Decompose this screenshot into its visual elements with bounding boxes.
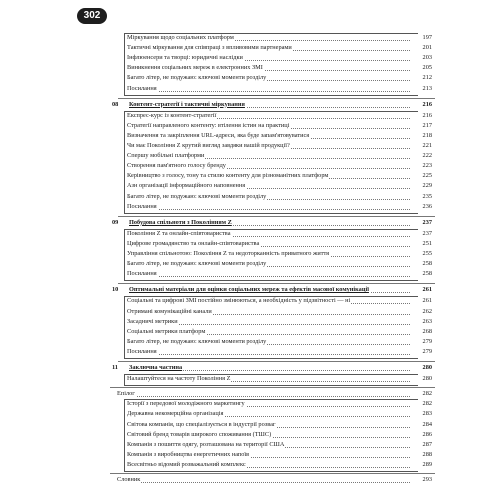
toc-entry-title: Інфлюенсери та творці: юридичні наслідки [127, 54, 243, 62]
toc-chapter-row [0, 101, 500, 109]
toc-entry-title: Спершу мобільні платформи [127, 152, 205, 160]
toc-entry-row [0, 122, 500, 130]
toc-page-number: 280 [422, 364, 432, 371]
toc-page-number: 268 [422, 327, 432, 335]
toc-page-number: 212 [422, 74, 432, 82]
toc-entry-row [0, 375, 500, 383]
toc-page-number: 251 [422, 239, 432, 247]
toc-entry-row [0, 44, 500, 52]
toc-entry-title: Посилання [127, 84, 157, 92]
leader-dots [127, 349, 410, 355]
toc-page-number: 262 [422, 307, 432, 315]
toc-entry-title: Соціальні метрики платформ [127, 327, 206, 335]
toc-entry-title: Управління спільнотою: Покоління Z та недоторканність приватного життя [127, 250, 330, 257]
toc-entry-row [0, 297, 500, 305]
toc-entry-title: Багато літер, не подужаю: ключові моменти розділу [127, 337, 267, 345]
toc-entry-row [0, 461, 500, 469]
toc-entry-row [0, 172, 500, 180]
toc-entry-title: Багато літер, не подужаю: ключові моменти розділу [127, 74, 267, 82]
toc-entry-row [0, 328, 500, 336]
toc-page-number: 289 [422, 460, 432, 468]
toc-page-number: 205 [422, 64, 432, 72]
toc-entry-row [0, 74, 500, 82]
toc-entry-row [0, 193, 500, 201]
toc-entry-row [0, 318, 500, 326]
toc-entry-row [0, 250, 500, 258]
toc-entry-title: Оптимальні матеріали для оцінки соціальних мереж та ефектів масової комунікації [129, 286, 369, 294]
toc-entry-title: Створення пам'ятного голосу бренду [127, 162, 226, 170]
toc-entry-row [0, 142, 500, 150]
leader-dots [127, 204, 410, 210]
page-number-badge: 302 [77, 8, 107, 24]
section-divider [110, 473, 435, 474]
toc-entry-title: Налаштуйтеся на частоту Покоління Z [127, 375, 231, 383]
toc-entry-title: Керівництво з голосу, тону та стилю контенту для різноманітних платформ [127, 172, 329, 180]
toc-entry-title: Експрес-курс із контент-стратегії [127, 111, 217, 119]
toc-page-number: 197 [422, 34, 432, 41]
toc-page-number: 280 [422, 375, 432, 383]
toc-entry-title: Багато літер, не подужаю: ключові моменти розділу [127, 192, 267, 200]
chapter-divider [118, 98, 435, 99]
toc-page-number: 237 [422, 229, 432, 237]
chapter-number: 11 [112, 364, 118, 371]
toc-entry-title: Компанія з пошиття одягу, розташована на території США [127, 440, 285, 448]
toc-page-number: 293 [422, 476, 432, 483]
toc-entry-title: Отримані комунікаційні канали [127, 307, 212, 315]
toc-page-number: 213 [422, 84, 432, 92]
toc-page-number: 279 [422, 337, 432, 345]
chapter-number: 09 [112, 218, 119, 226]
toc-page-number: 216 [422, 111, 432, 119]
toc-page-number: 229 [422, 182, 432, 190]
toc-entry-title: Словник [117, 476, 141, 483]
toc-page-number: 286 [422, 430, 432, 438]
toc-page-number: 223 [422, 162, 432, 170]
toc-page-number: 222 [422, 152, 432, 160]
toc-entry-title: Контент-стратегії і тактичні міркування [129, 100, 245, 108]
chapter-divider [118, 361, 435, 362]
toc-page-number: 235 [422, 192, 432, 200]
toc-entry-title: Визначення та закріплення URL-адреси, яка буде запам'ятовуватися [127, 131, 310, 139]
toc-section-row [0, 390, 500, 398]
toc-page-number: 216 [422, 100, 432, 108]
toc-entry-row [0, 308, 500, 316]
toc-entry-title: Всесвітньо відомий розважальний комплекс [127, 460, 246, 468]
toc-page-number: 217 [422, 121, 432, 129]
toc-entry-title: Засадничі метрики [127, 317, 178, 325]
chapter-number: 10 [112, 286, 119, 294]
toc-entry-row [0, 270, 500, 278]
toc-entry-row [0, 54, 500, 62]
toc-entry-title: Стратегії направленого контенту: втілення істин на практиці [127, 121, 290, 129]
toc-page-number: 258 [422, 260, 432, 268]
toc-entry-title: Тактичні міркування для співпраці з впливовими партнерами [127, 44, 292, 52]
toc-entry-title: Покоління Z та онлайн-співтовариства [127, 229, 231, 237]
toc-entry-title: Посилання [127, 202, 157, 210]
toc-page-number: 282 [422, 400, 432, 408]
toc-page-number: 221 [422, 142, 432, 149]
chapter-divider [118, 283, 435, 284]
toc-page-number: 258 [422, 270, 432, 278]
section-divider [110, 387, 435, 388]
toc-page-number: 261 [422, 286, 432, 294]
chapter-divider [118, 216, 435, 217]
toc-page-number: 255 [422, 250, 432, 257]
toc-page-number: 203 [422, 54, 432, 62]
toc-page-number: 287 [422, 440, 432, 448]
leader-dots [117, 477, 410, 483]
toc-chapter-row [0, 286, 500, 294]
toc-entry-row [0, 421, 500, 429]
toc-entry-row [0, 400, 500, 408]
toc-entry-row [0, 34, 500, 42]
toc-entry-row [0, 431, 500, 439]
toc-entry-title: Світова компанія, що спеціалізується в індустрії розваг [127, 420, 276, 428]
toc-entry-row [0, 203, 500, 211]
toc-entry-row [0, 112, 500, 120]
toc-entry-row [0, 338, 500, 346]
toc-entry-title: Побудова спільноти з Поколінням Z [129, 218, 232, 226]
toc-entry-row [0, 410, 500, 418]
chapter-number: 08 [112, 100, 119, 108]
toc-entry-row [0, 162, 500, 170]
toc-page-number: 236 [422, 202, 432, 210]
toc-entry-title: Компанія з виробництва енергетичних напоїв [127, 450, 250, 458]
toc-entry-row [0, 260, 500, 268]
toc-section-row [0, 476, 500, 484]
toc-entry-row [0, 451, 500, 459]
toc-page-number: 263 [422, 317, 432, 325]
toc-page-number: 261 [422, 297, 432, 305]
toc-entry-title: Заключна частина [129, 364, 183, 371]
toc-page-number: 237 [422, 218, 432, 226]
toc-chapter-row [0, 219, 500, 227]
toc-entry-row [0, 348, 500, 356]
toc-page-number: 279 [422, 347, 432, 355]
leader-dots [127, 86, 410, 92]
toc-entry-row [0, 85, 500, 93]
toc-page-number: 218 [422, 131, 432, 139]
toc-entry-title: Багато літер, не подужаю: ключові моменти розділу [127, 260, 267, 268]
toc-entry-title: Посилання [127, 270, 157, 278]
toc-entry-title: Світовий бренд товарів широкого споживання (ТШС) [127, 430, 272, 438]
toc-page-number: 288 [422, 450, 432, 458]
toc-entry-row [0, 182, 500, 190]
toc-entry-title: Виникнення соціальних мереж в електронних ЗМІ [127, 64, 263, 72]
toc-entry-title: Азн організації інформаційного наповнення [127, 182, 246, 190]
toc-page-number: 282 [422, 390, 432, 398]
toc-entry-row [0, 240, 500, 248]
leader-dots [117, 391, 410, 397]
toc-entry-row [0, 152, 500, 160]
toc-entry-title: Посилання [127, 347, 157, 355]
toc-entry-row [0, 441, 500, 449]
toc-page-number: 201 [422, 44, 432, 52]
toc-page-number: 284 [422, 420, 432, 428]
toc-entry-title: Міркування щодо соціальних платформ [127, 34, 234, 41]
toc-entry-title: Цифрове громадянство та онлайн-співтовариства [127, 239, 260, 247]
toc-entry-row [0, 230, 500, 238]
leader-dots [127, 271, 410, 277]
toc-page-number: 225 [422, 172, 432, 180]
toc-entry-title: Соціальні та цифрові ЗМІ постійно змінюються, а необхідність у підзвітності — ні [127, 297, 351, 305]
toc-chapter-row [0, 364, 500, 372]
toc-entry-title: Епілог [117, 390, 135, 398]
toc-entry-title: Чи має Покоління Z крутий вигляд завдяки вашій продукції? [127, 142, 290, 149]
toc-entry-row [0, 64, 500, 72]
toc-entry-title: Історії з передової молодіжного маркетингу [127, 400, 245, 408]
toc-entry-title: Державна некомерційна організація [127, 410, 224, 418]
toc-entry-row [0, 132, 500, 140]
toc-page-number: 283 [422, 410, 432, 418]
